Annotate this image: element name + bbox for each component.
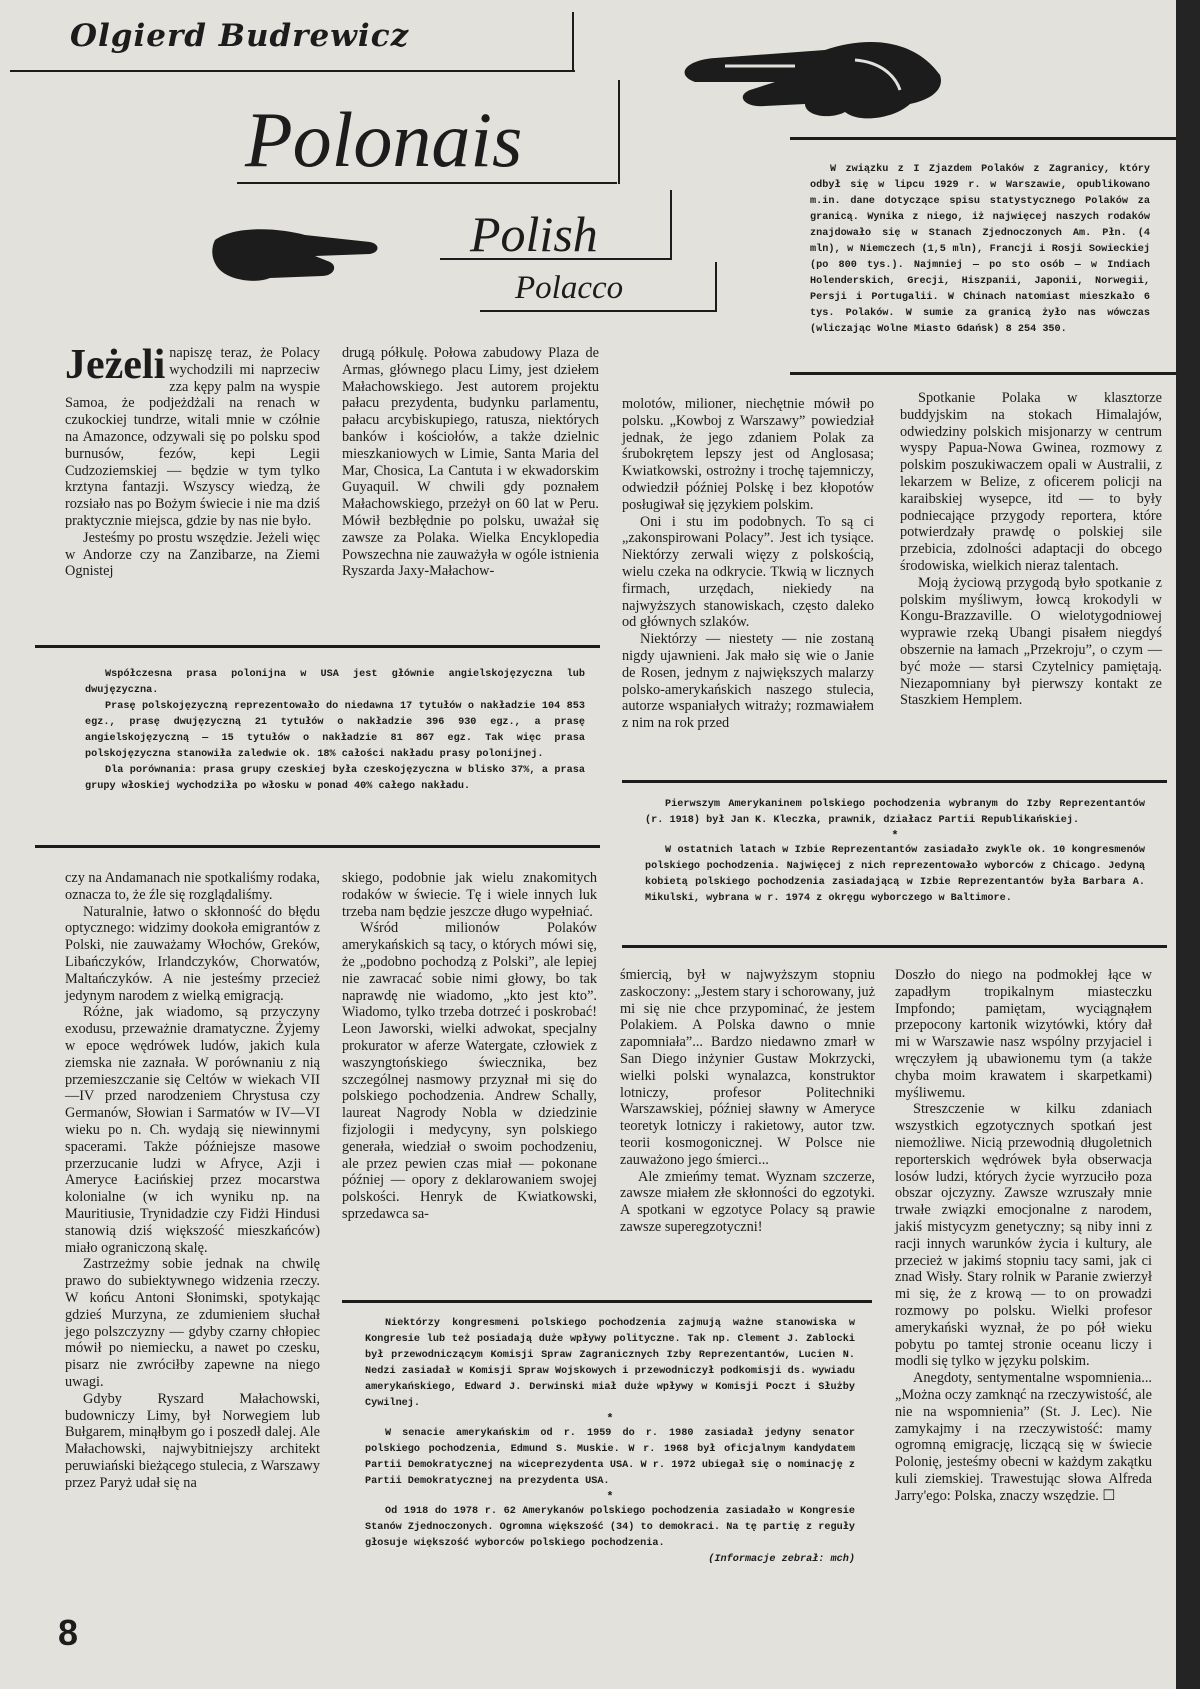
box-paragraph: Niektórzy kongresmeni polskiego pochodzenia zajmują ważne stanowiska w Kongresie lub też posiadają duże wpływy polityczne. Tak np. Clement J. Zablocki był przewodniczącym Komisji Spraw Zagranicznych Izby Reprezentantów, Lucien N. Nedzi zasiadał w Komisji Spraw Wojskowych i przewodniczył podkomisji ds. wywiadu amerykańskiego, Edward J. Derwinski miał duże wpływy w Komisji Poczt i Służby Cywilnej. xyxy=(365,1318,855,1409)
paragraph: Gdyby Ryszard Małachowski, budowniczy Limy, był Norwegiem lub Bułgarem, minąłbym go i poszedł dalej. Ale Małachowski, najwybitniejszy architekt peruwiański bieżącego stulecia, z Warszawy przez Paryż udał się na xyxy=(65,1390,320,1491)
paragraph: skiego, podobnie jak wielu znakomitych rodaków w świecie. Tę i wiele innych luk trzeba nam będzie jeszcze długo wypełniać. xyxy=(342,870,597,920)
box-rule xyxy=(342,1300,872,1303)
pointing-hand-icon xyxy=(655,20,945,130)
paragraph: czy na Andamanach nie spotkaliśmy rodaka, oznacza to, że źle się rozglądaliśmy. xyxy=(65,870,320,903)
box-rule xyxy=(622,780,1167,783)
paragraph: Streszczenie w kilku zdaniach wszystkich egzotycznych spotkań jest niemożliwe. Nicią przewodnią długoletnich reporterskich wędrówek była obserwacja losów ludzi, których życie wyrzuciło poza obszar ojczyzny. Zawsze wzruszały mnie trwałe związki emocjonalne z narodem, jakiś mistycyzm genetyczny; są niby inni z racji innych warunków życia i kultury, ale przecież w jakimś stopniu tacy sami, jak ci znad Wisły. Stary rolnik w Paranie zwierzył mi się, że z krową — to on prowadzi rozmowy po polsku. Wielki profesor amerykański wyznał, że po pół wieku pobytu po tamtej stronie oceanu liczy i modli się tylko w języku polskim. xyxy=(895,1101,1152,1370)
box-paragraph: Współczesna prasa polonijna w USA jest głównie angielskojęzyczna lub dwujęzyczna. xyxy=(85,669,585,696)
title-second: Polish xyxy=(470,206,598,262)
paragraph: Ale zmieńmy temat. Wyznam szczerze, zawsze miałem złe skłonności do egzotyki. A spotkani w egzotyce Polacy są prawie zawsze superegzotyczni! xyxy=(620,1168,875,1235)
paragraph: molotów, milioner, niechętnie mówił po polsku. „Kowboj z Warszawy” powiedział jednak, że jego zdaniem Polak za śrubokrętem lepszy jest od Anglosasa; Kwiatkowski, ostrożny i trochę tajemniczy, odwiedził później Polskę i bez kłopotów posługiwał się językiem polskim. xyxy=(622,396,874,513)
paragraph: Doszło do niego na podmokłej łące w zapadłym tropikalnym miasteczku Impfondo; pamiętam, wyciągnąłem przepocony kartonik wizytówki, który dał mi w Warszawie nasz wspólny przyjaciel i wręczyłem ją ubawionemu tym (a także chyba moim krawatem i skarpetkami) myśliwemu. xyxy=(895,967,1152,1101)
title-rule xyxy=(715,262,717,312)
box-paragraph: Prasę polskojęzyczną reprezentowało do niedawna 17 tytułów o nakładzie 104 853 egz., prasę dwujęzyczną 21 tytułów o nakładzie 396 930 egz., a prasę angielskojęzyczną — 15 tytułów o nakładzie 81 867 egz. Tak więc prasa polskojęzyczna stanowiła zaledwie ok. 18% całości nakładu prasy polonijnej. xyxy=(85,701,585,760)
lower-column-2 xyxy=(342,870,597,1223)
paragraph: napiszę teraz, że Polacy wychodzili mi naprzeciw zza kępy palm na wyspie Samoa, że podjeżdżali na renach w czukockiej tundrze, witali mnie w czółnie na Amazonce, odzywali się po polsku spod burnusów, fezów, kepi Legii Cudzoziemskiej — będzie w tym tylko krztyna fantazji. Wszyscy wiedzą, że rozsiało nas po Bożym świecie i nie ma dziś praktycznie miejsca, gdzie by nas nie było. xyxy=(65,345,320,529)
credit-line: (Informacje zebrał: mch) xyxy=(708,1554,855,1565)
lower-column-1 xyxy=(65,870,320,1491)
paragraph: Moją życiową przygodą było spotkanie z polskim myśliwym, łowcą krokodyli w Kongu-Brazzaville. O wielotygodniowej wyprawie rzeką Ubangi pisałem niegdyś obszernie na łamach „Przekroju”, o czym — być może — starsi Czytelnicy pamiętają. Niezapomniany był pierwszy kontakt ze Staszkiem Hemplem. xyxy=(900,574,1162,709)
page-number: 8 xyxy=(58,1612,79,1653)
drop-cap: Jeżeli xyxy=(65,342,166,388)
paragraph: Anegdoty, sentymentalne wspomnienia... „Można oczy zamknąć na rzeczywistość, ale nie na wspomnienia” (St. J. Lec). Nie zamykajmy i na rzeczywistość: mamy ogromną emigrację, liczącą się w świecie Polonię, jesteśmy obecni w każdym zakątku kuli ziemskiej. Trawestując słowa Alfreda Jarry'ego: Polska, znaczy wszędzie. ☐ xyxy=(895,1370,1152,1504)
paragraph: Oni i stu im podobnych. To są ci „zakonspirowani Polacy”. Jest ich tysiące. Niektórzy zerwali więzy z polskością, wielu czeka na odkrycie. Tkwią w licznych firmach, urzędach, niekiedy na najwyższych stanowiskach, często daleko od głównych szlaków. xyxy=(622,513,874,631)
box-rule xyxy=(35,845,600,848)
title-third: Polacco xyxy=(515,270,624,306)
box-rule xyxy=(790,372,1176,375)
box-rule xyxy=(35,645,600,648)
title-rule xyxy=(480,310,717,312)
box-paragraph: Dla porównania: prasa grupy czeskiej była czeskojęzyczna w blisko 37%, a prasa grupy włoskiej wychodziła po włosku w ponad 40% całego nakładu. xyxy=(85,765,585,792)
lower-column-4 xyxy=(895,967,1152,1505)
paragraph: Naturalnie, łatwo o skłonność do błędu optycznego: widzimy dookoła emigrantów z Polski, nie zauważamy Włochów, Greków, Libańczyków, Irlandczyków, Chorwatów, Maltańczyków. A nie jesteśmy przecież jedynym narodem z wielką emigracją. xyxy=(65,903,320,1004)
paragraph: Różne, jak wiadomo, są przyczyny exodusu, przeważnie dramatyczne. Żyjemy w epoce wędrówek ludów, jakich kula ziemska nie zaznała. W porównaniu z nią przemieszczanie się Celtów w wiekach VII—IV przed narodzeniem Chrystusa czy Germanów, Słowian i Sarmatów w IV—VI wieku po n. Ch. wydają się niewinnymi spacerami. Także późniejsze masowe przerzucanie ludzi w Afryce, Azji i Ameryce Łacińskiej przez mocarstwa kolonialne (w ich wyniku np. na Mauritiusie, Trynidadzie czy Fidżi Hindusi stanowią dziś większość mieszkańców) miało ograniczoną skalę. xyxy=(65,1004,320,1256)
separator-star: * xyxy=(606,1490,614,1504)
header-rule xyxy=(572,12,574,72)
senate-box xyxy=(365,1316,855,1568)
title-rule xyxy=(670,190,672,260)
census-note xyxy=(810,162,1150,338)
census-text: W związku z I Zjazdem Polaków z Zagranicy, który odbył się w lipcu 1929 r. w Warszawie, opublikowano m.in. dane dotyczące spisu statystycznego Polaków za granicą. Wynika z niego, iż najwięcej naszych rodaków znajdowało się w Stanach Zjednoczonych Am. Płn. (4 mln), w Niemczech (1,5 mln), Francji i Rosji Sowieckiej (po 800 tys.). Najmniej — po sto osób — w Indiach Holenderskich, Grecji, Hiszpanii, Japonii, Norwegii, Persji i Portugalii. W Chinach natomiast mieszkało 6 tys. Polaków. W sumie za granicą żyło nas wówczas (wliczając Wolne Miasto Gdańsk) 8 254 350. xyxy=(810,164,1150,335)
paragraph: Zastrzeżmy sobie jednak na chwilę prawo do subiektywnego widzenia rzeczy. W końcu Antoni Słonimski, spotykając gdzieś Murzyna, ze zdumieniem słuchał jego polszczyzny — gdyby czarny chłopiec mówił po niemiecku, a nawet po czesku, pisarz nie zwróciłby zapewne na niego uwagi. xyxy=(65,1256,320,1390)
intro-column-2 xyxy=(342,345,599,580)
header-rule xyxy=(10,70,575,72)
box-rule xyxy=(790,137,1176,140)
intro-column-4 xyxy=(900,390,1162,709)
separator-star: * xyxy=(606,1412,614,1426)
box-paragraph: Od 1918 do 1978 r. 62 Amerykanów polskiego pochodzenia zasiadało w Kongresie Stanów Zjednoczonych. Ogromna większość (34) to demokraci. Na tę partię z reguły głosuje większość wyborców polskiego pochodzenia. xyxy=(365,1506,855,1549)
author-name: Olgierd Budrewicz xyxy=(70,18,410,54)
box-paragraph: Pierwszym Amerykaninem polskiego pochodzenia wybranym do Izby Reprezentantów (r. 1918) był Jan K. Kleczka, prawnik, działacz Partii Republikańskiej. xyxy=(645,799,1145,826)
congress-box xyxy=(645,797,1145,907)
box-paragraph: W ostatnich latach w Izbie Reprezentantów zasiadało zwykle ok. 10 kongresmenów polskiego pochodzenia. Najwięcej z nich reprezentowało wyborców z Chicago. Jedyną kobietą polskiego pochodzenia zasiadającą w Izbie Reprezentantów była Barbara A. Mikulski, wybrana w r. 1974 z okręgu wyborczego w Baltimore. xyxy=(645,845,1145,904)
paragraph: śmiercią, był w najwyższym stopniu zaskoczony: „Jestem stary i schorowany, już mi się nie chce przypominać, że jestem Polakiem. A Polska dawno o mnie zapomniała”... Bardzo niedawno zmarł w San Diego inżynier Gustaw Mokrzycki, wielki polski wynalazca, konstruktor lotniczy, profesor Politechniki Warszawskiej, później sławny w Ameryce teoretyk lotniczy i rakietowy, autor tzw. teorii kosmogonicznej. W Polsce nie zauważono jego śmierci... xyxy=(620,967,875,1168)
pointing-hand-icon xyxy=(210,220,380,290)
paragraph: Jesteśmy po prostu wszędzie. Jeżeli więc w Andorze czy na Zanzibarze, na Ziemi Ognistej xyxy=(65,529,320,580)
box-rule xyxy=(622,945,1167,948)
intro-column-3 xyxy=(622,396,874,732)
title-main: Polonais xyxy=(245,96,523,183)
press-box xyxy=(85,667,585,795)
separator-star: * xyxy=(891,829,899,843)
intro-column-1 xyxy=(65,342,320,580)
page-edge xyxy=(1176,0,1200,1689)
paragraph: drugą półkulę. Połowa zabudowy Plaza de Armas, głównego placu Limy, jest dziełem Małachowskiego. Jest autorem projektu pałacu prezydenta, budynku parlamentu, pałacu arcybiskupiego, ratusza, niektórych banków i kościołów, a także dzielnic mieszkaniowych w Limie, Santa Maria del Mar, Chosica, La Cantuta i w ekwadorskim Guyaquil. W chwili gdy poznałem Małachowskiego, przeżył on 60 lat w Peru. Mówił bezbłędnie po polsku, uważał się zawsze za Polaka. Wielka Encyklopedia Powszechna nie zauważyła w ogóle istnienia Ryszarda Jaxy-Małachow- xyxy=(342,345,599,580)
lower-column-3 xyxy=(620,967,875,1236)
paragraph: Wśród milionów Polaków amerykańskich są tacy, o których mówi się, że „podobno pochodzą z Polski”, ale lepiej nie zawracać sobie nimi głowy, bo tak naprawdę nie wiadomo, „kto jest kto”. Wiadomo, tylko trzeba dotrzeć i poskrobać! Leon Jaworski, wielki adwokat, specjalny prokurator w aferze Watergate, człowiek z waszyngtońskiego świecznika, bez szczególnej nasmowy przyznał mi się do polskiego pochodzenia. Andrew Schally, laureat Nagrody Nobla w dziedzinie fizjologii i medycyny, syn polskiego generała, wiedział o swoim pochodzeniu, ale przez pewien czas miał — pokonane później — opory z deklarowaniem swojej polskości. Henryk de Kwiatkowski, sprzedawca sa- xyxy=(342,920,597,1222)
paragraph: Niektórzy — niestety — nie zostaną nigdy ujawnieni. Jak mało się wie o Janie de Rosen, jednym z największych malarzy polsko-amerykańskich naszego stulecia, autorze wspaniałych witraży; rozmawiałem z nim na rok przed xyxy=(622,631,874,732)
paragraph: Spotkanie Polaka w klasztorze buddyjskim na stokach Himalajów, odwiedziny polskich misjonarzy w centrum wyspy Papua-Nowa Gwinea, rozmowy z polskim poszukiwaczem opali w Australii, z lekarzem w Belize, z oficerem policji na karaibskiej wysepce, itd — to były podniecające przygody reportera, które potwierdzały prawdę o polskiej sile przebicia, zdolności adaptacji do obcego środowiska, wielkich nieraz talentach. xyxy=(900,390,1162,574)
box-paragraph: W senacie amerykańskim od r. 1959 do r. 1980 zasiadał jedyny senator polskiego pochodzenia, Edmund S. Muskie. W r. 1968 był oficjalnym kandydatem Partii Demokratycznej na wiceprezydenta USA. W r. 1972 ubiegał się o nominację z Partii Demokratycznej na prezydenta USA. xyxy=(365,1428,855,1487)
title-rule xyxy=(618,80,620,184)
